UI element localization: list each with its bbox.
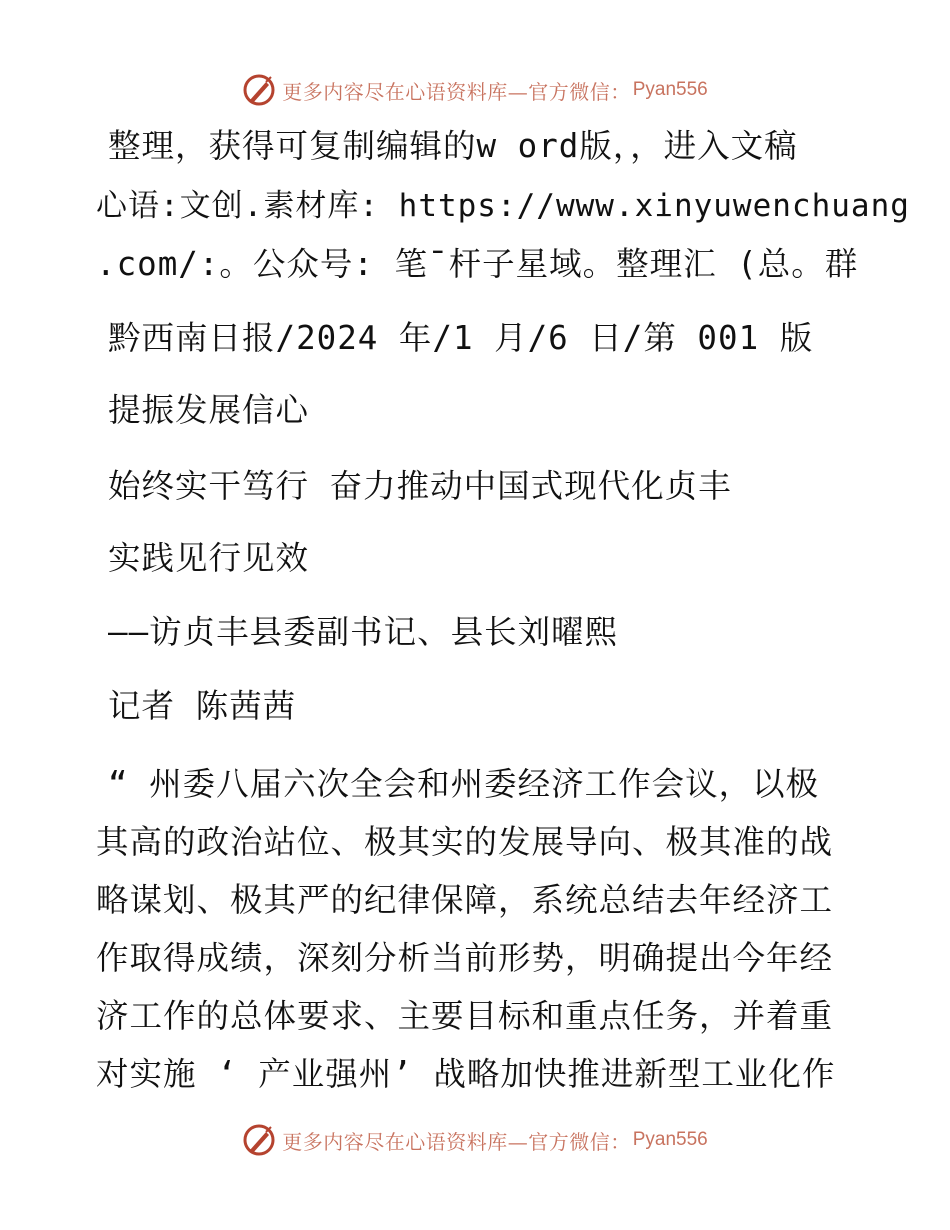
intro-line: 整理，获得可复制编辑的w ord版，，进入文稿 <box>108 127 798 165</box>
subheadline: 实践见行见效 <box>108 539 310 577</box>
watermark-text: 更多内容尽在心语资料库—官方微信： <box>282 79 631 104</box>
wechat-id: Pyan556 <box>632 1129 708 1150</box>
byline: 记者 陈茜茜 <box>108 687 297 725</box>
wechat-id: Pyan556 <box>632 79 708 100</box>
body-line: “ 州委八届六次全会和州委经济工作会议，以极 <box>108 765 820 803</box>
intro-line: 心语:文创.素材库: https://www.xinyuwenchuang <box>96 188 910 224</box>
body-line: 作取得成绩，深刻分析当前形势，明确提出今年经 <box>96 939 834 977</box>
body-line: 对实施 ‘ 产业强州’ 战略加快推进新型工业化作 <box>96 1055 836 1093</box>
body-line: 其高的政治站位、极其实的发展导向、极其准的战 <box>96 823 834 861</box>
kicker: 提振发展信心 <box>108 391 310 429</box>
headline: 始终实干笃行 奋力推动中国式现代化贞丰 <box>108 467 732 505</box>
deck: ——访贞丰县委副书记、县长刘曜熙 <box>108 613 619 651</box>
header-watermark-banner <box>0 68 950 112</box>
quill-pen-seal-icon <box>242 73 276 107</box>
footer-watermark-banner <box>0 1118 950 1162</box>
quill-pen-seal-icon <box>242 1123 276 1157</box>
watermark-text: 更多内容尽在心语资料库—官方微信： <box>282 1129 631 1154</box>
body-line: 济工作的总体要求、主要目标和重点任务，并着重 <box>96 997 834 1035</box>
intro-line: .com/:。公众号: 笔¯杆子星域。整理汇 (总。群 <box>96 245 859 283</box>
body-line: 略谋划、极其严的纪律保障，系统总结去年经济工 <box>96 881 834 919</box>
source-line: 黔西南日报/2024 年/1 月/6 日/第 001 版 <box>108 319 814 357</box>
